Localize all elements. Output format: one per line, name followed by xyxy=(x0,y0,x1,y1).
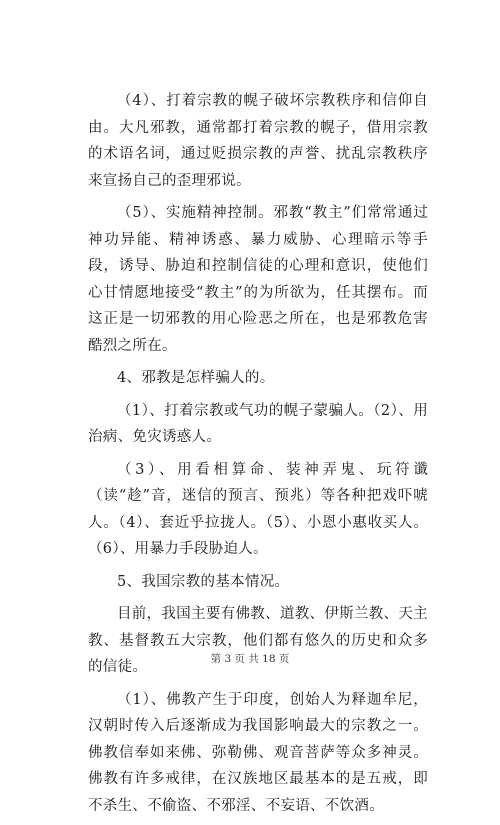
paragraph: （3）、用看相算命、装神弄鬼、玩符谶（读“趁”音，迷信的预言、预兆）等各种把戏吓唬人。（4）、套近乎拉拢人。（5）、小恩小惠收买人。（6）、用暴力手段胁迫人。 xyxy=(88,461,428,557)
page-number-footer: 第 3 页 共 18 页 xyxy=(210,653,290,665)
paragraph: （5）、实施精神控制。邪教“教主”们常常通过神功异能、精神诱惑、暴力威胁、心理暗示等手段，诱导、胁迫和控制信徒的心理和意识，使他们心甘情愿地接受“教主”的为所欲为，任其摆布。而这正是一切邪教的用心险恶之所在，也是邪教危害酷烈之所在。 xyxy=(88,205,428,354)
section-heading: 4、邪教是怎样骗人的。 xyxy=(117,370,275,386)
document-body xyxy=(88,88,428,825)
paragraph: 目前，我国主要有佛教、道教、伊斯兰教、天主教、基督教五大宗教，他们都有悠久的历史和众多的信徒。 xyxy=(88,606,428,675)
section-heading: 5、我国宗教的基本情况。 xyxy=(117,573,290,590)
paragraph: （1）、佛教产生于印度，创始人为释迦牟尼，汉朝时传入后逐渐成为我国影响最大的宗教之一。佛教信奉如来佛、弥勒佛、观音菩萨等众多神灵。佛教有许多戒律，在汉族地区最基本的是五戒，即不杀生、不偷盗、不邪淫、不妄语、不饮酒。 xyxy=(88,691,428,814)
paragraph: （4）、打着宗教的幌子破坏宗教秩序和信仰自由。大凡邪教，通常都打着宗教的幌子，借用宗教的术语名词，通过贬损宗教的声誉、扰乱宗教秩序来宣扬自己的歪理邪说。 xyxy=(88,93,428,189)
paragraph: （1）、打着宗教或气功的幌子蒙骗人。（2）、用治病、免灾诱惑人。 xyxy=(88,402,428,445)
